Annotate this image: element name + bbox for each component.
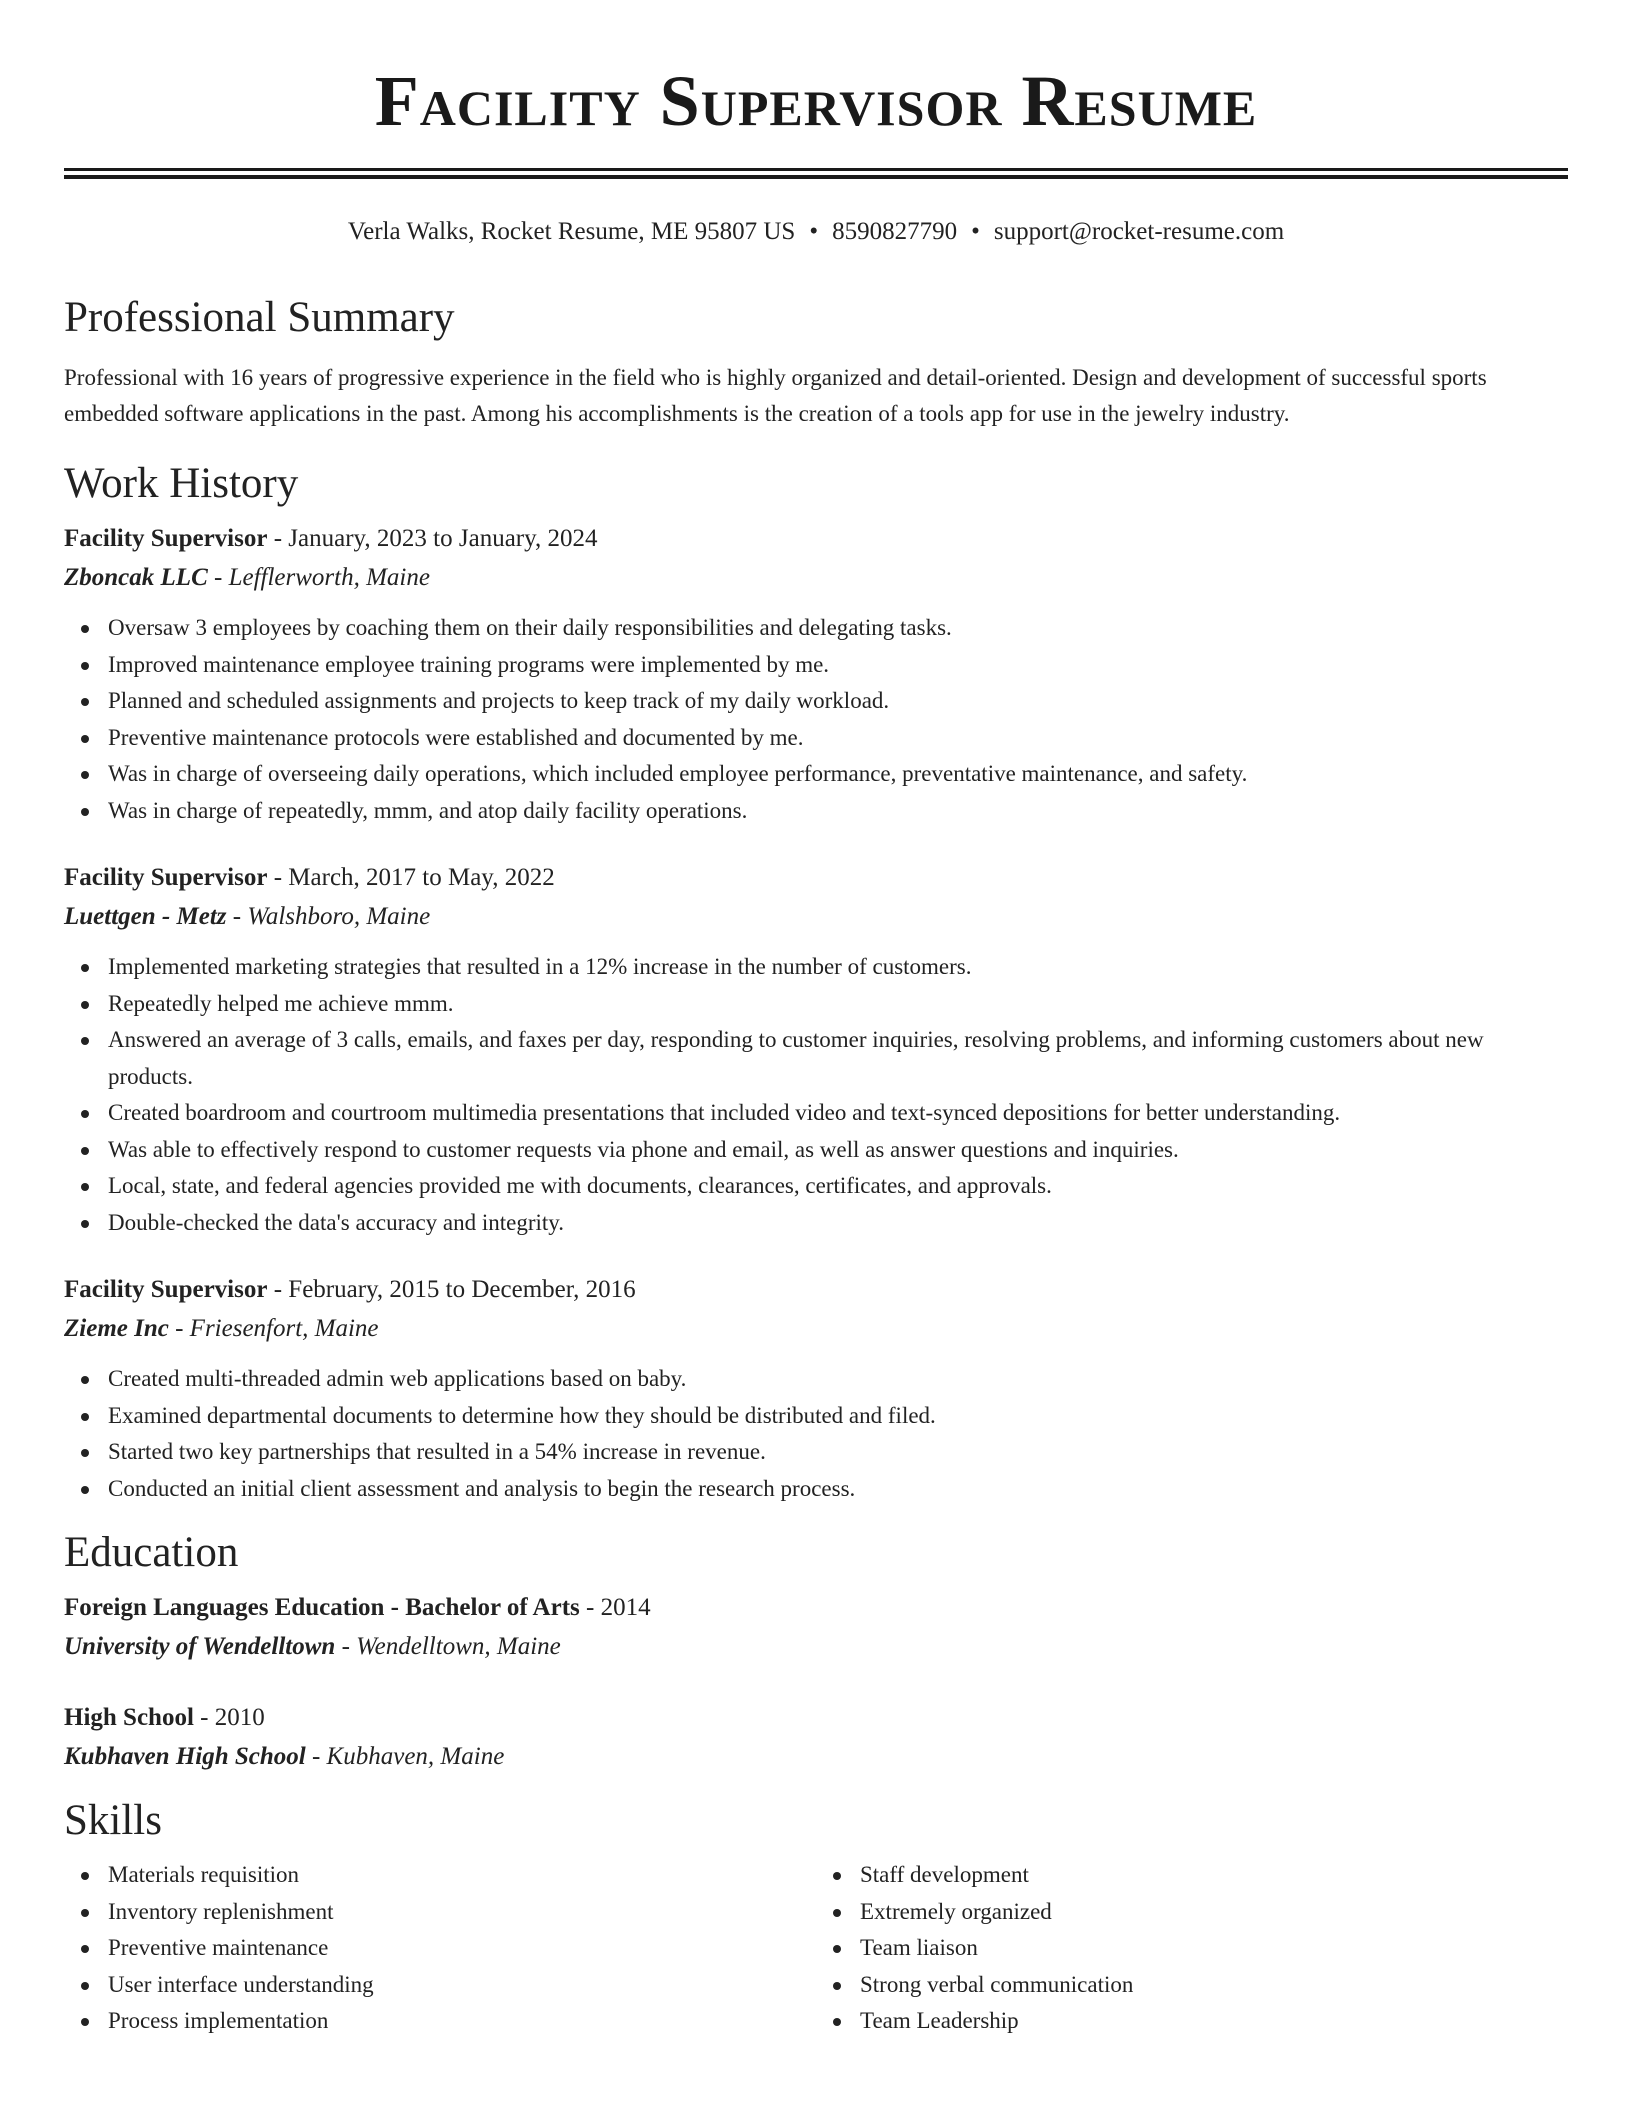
job-entry	[64, 859, 1568, 1241]
title-divider-bottom	[64, 175, 1568, 179]
job-bullet: Local, state, and federal agencies provided me with documents, clearances, certificates, and approvals.	[108, 1168, 1568, 1205]
job-bullets	[64, 949, 1568, 1241]
contact-separator: •	[809, 218, 819, 245]
skill-item: Inventory replenishment	[108, 1894, 816, 1931]
job-entry	[64, 1271, 1568, 1507]
skill-item: Strong verbal communication	[860, 1967, 1568, 2004]
skill-item: Team Leadership	[860, 2003, 1568, 2040]
degree-line	[64, 1589, 1568, 1627]
job-bullet: Repeatedly helped me achieve mmm.	[108, 986, 1568, 1023]
job-title: Facility Supervisor	[64, 525, 268, 552]
job-bullets	[64, 1361, 1568, 1507]
education-entry	[64, 1699, 1568, 1777]
contact-address: Verla Walks, Rocket Resume, ME 95807 US	[347, 218, 796, 245]
job-title: Facility Supervisor	[64, 1276, 268, 1303]
company-line	[64, 1309, 1568, 1349]
title-divider-top	[64, 168, 1568, 171]
degree-name: Foreign Languages Education - Bachelor of Arts	[64, 1594, 580, 1621]
job-bullet: Was in charge of repeatedly, mmm, and atop daily facility operations.	[108, 793, 1568, 830]
job-bullet: Created boardroom and courtroom multimedia presentations that included video and text-synced depositions for better understanding.	[108, 1095, 1568, 1132]
summary-text: Professional with 16 years of progressive experience in the field who is highly organized and detail-oriented. Design and development of successful sports embedded software applications in the past. Among his accomplishments is the creation of a tools app for use in the jewelry industry.	[64, 365, 1487, 426]
job-title-line	[64, 859, 1568, 897]
job-bullet: Conducted an initial client assessment and analysis to begin the research process.	[108, 1471, 1568, 1508]
job-title-line	[64, 1271, 1568, 1309]
job-bullets	[64, 610, 1568, 829]
company-line	[64, 897, 1568, 937]
job-bullet: Answered an average of 3 calls, emails, and faxes per day, responding to customer inquiries, resolving problems, and informing customers about new products.	[108, 1022, 1568, 1095]
company-location: - Lefflerworth, Maine	[207, 564, 430, 591]
job-dates: - February, 2015 to December, 2016	[267, 1276, 636, 1303]
school-line	[64, 1627, 1568, 1667]
job-bullet: Created multi-threaded admin web applications based on baby.	[108, 1361, 1568, 1398]
company-location: - Friesenfort, Maine	[168, 1315, 379, 1342]
section-heading-work: Work History	[64, 460, 299, 507]
section-heading-skills: Skills	[64, 1797, 162, 1844]
job-bullet: Improved maintenance employee training programs were implemented by me.	[108, 647, 1568, 684]
job-bullet: Was able to effectively respond to customer requests via phone and email, as well as answer questions and inquiries.	[108, 1132, 1568, 1169]
skill-item: Staff development	[860, 1857, 1568, 1894]
school-name: University of Wendelltown	[64, 1633, 336, 1660]
section-heading-education: Education	[64, 1529, 239, 1576]
degree-year: - 2014	[579, 1594, 651, 1621]
school-location: - Wendelltown, Maine	[335, 1633, 561, 1660]
resume-title: Facility Supervisor Resume	[374, 61, 1258, 141]
job-bullet: Double-checked the data's accuracy and integrity.	[108, 1205, 1568, 1242]
school-location: - Kubhaven, Maine	[305, 1743, 505, 1770]
job-entry	[64, 520, 1568, 829]
skills-list-left	[64, 1857, 816, 2040]
skill-item: Materials requisition	[108, 1857, 816, 1894]
contact-email: support@rocket-resume.com	[993, 218, 1285, 245]
skill-item: Extremely organized	[860, 1894, 1568, 1931]
job-title-line	[64, 520, 1568, 558]
skill-item: Preventive maintenance	[108, 1930, 816, 1967]
contact-line	[0, 216, 1632, 248]
skill-item: Process implementation	[108, 2003, 816, 2040]
job-bullet: Examined departmental documents to determine how they should be distributed and filed.	[108, 1398, 1568, 1435]
job-dates: - March, 2017 to May, 2022	[267, 864, 555, 891]
company-name: Luettgen - Metz	[64, 903, 227, 930]
company-location: - Walshboro, Maine	[226, 903, 431, 930]
section-heading-summary: Professional Summary	[64, 294, 455, 341]
degree-name: High School	[64, 1704, 194, 1731]
skill-item: Team liaison	[860, 1930, 1568, 1967]
school-name: Kubhaven High School	[64, 1743, 306, 1770]
job-dates: - January, 2023 to January, 2024	[267, 525, 598, 552]
degree-line	[64, 1699, 1568, 1737]
job-bullet: Planned and scheduled assignments and projects to keep track of my daily workload.	[108, 683, 1568, 720]
job-bullet: Started two key partnerships that resulted in a 54% increase in revenue.	[108, 1434, 1568, 1471]
job-bullet: Implemented marketing strategies that resulted in a 12% increase in the number of customers.	[108, 949, 1568, 986]
skills-columns	[64, 1857, 1568, 2040]
degree-year: - 2010	[193, 1704, 265, 1731]
company-line	[64, 558, 1568, 598]
job-title: Facility Supervisor	[64, 864, 268, 891]
skills-list-right	[816, 1857, 1568, 2040]
company-name: Zboncak LLC	[64, 564, 208, 591]
school-line	[64, 1737, 1568, 1777]
resume-content	[64, 290, 1568, 2040]
contact-separator: •	[971, 218, 980, 245]
skill-item: User interface understanding	[108, 1967, 816, 2004]
company-name: Zieme Inc	[64, 1315, 169, 1342]
job-bullet: Preventive maintenance protocols were established and documented by me.	[108, 720, 1568, 757]
education-entry	[64, 1589, 1568, 1667]
contact-phone: 8590827790	[832, 218, 958, 245]
job-bullet: Was in charge of overseeing daily operations, which included employee performance, preventative maintenance, and safety.	[108, 756, 1568, 793]
job-bullet: Oversaw 3 employees by coaching them on their daily responsibilities and delegating tasks.	[108, 610, 1568, 647]
